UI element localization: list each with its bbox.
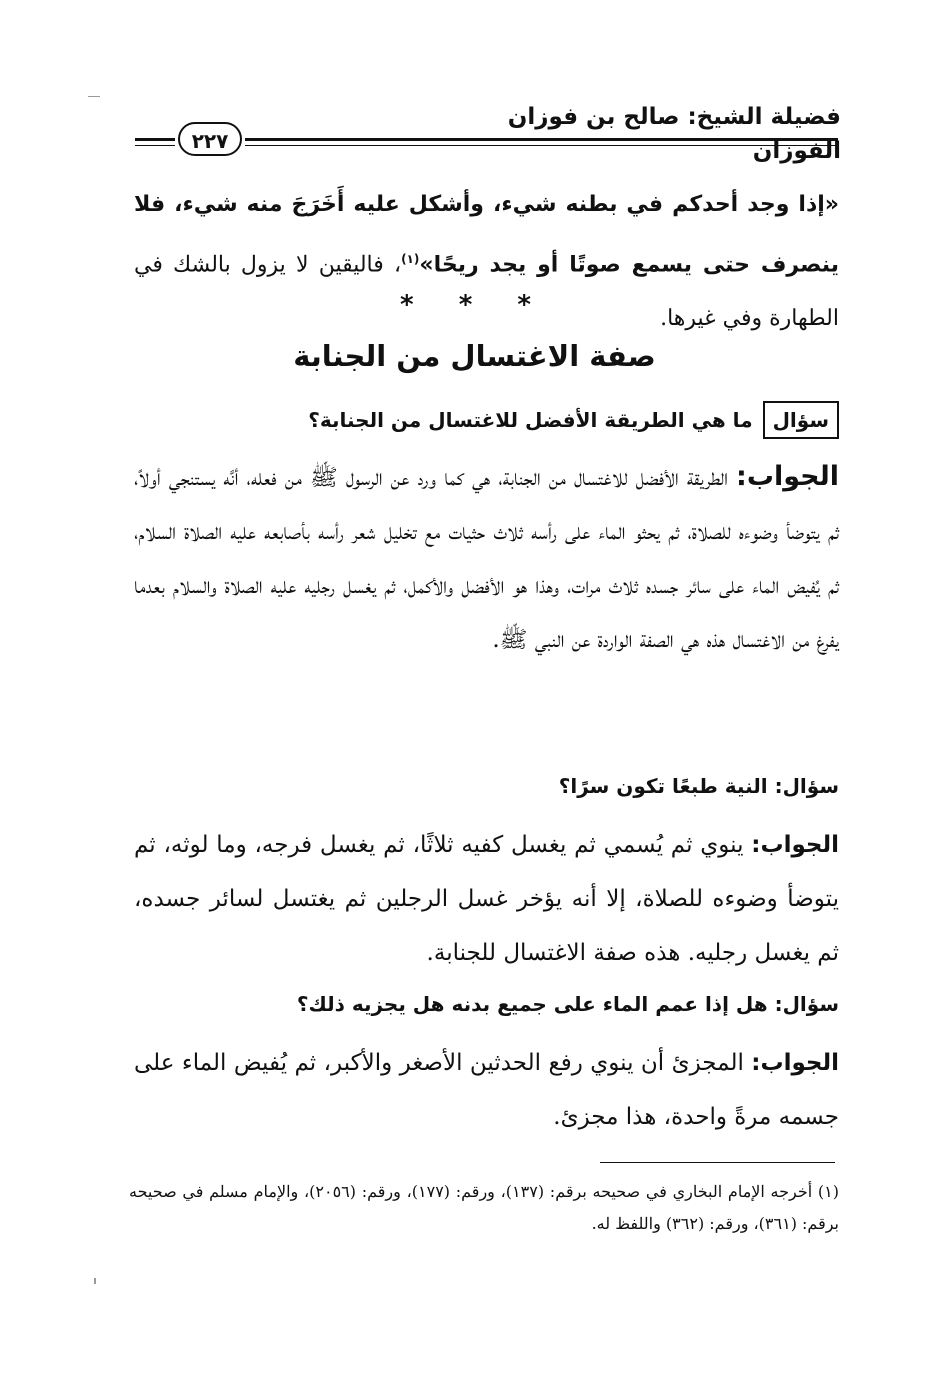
header-rule xyxy=(245,138,838,146)
question-3: سؤال: هل إذا عمم الماء على جميع بدنه هل يجزيه ذلك؟ xyxy=(296,992,839,1016)
answer-label: الجواب: xyxy=(736,461,839,492)
page-number: ٢٢٧ xyxy=(178,122,242,156)
answer-label: الجواب: xyxy=(751,1050,839,1076)
question-2: سؤال: النية طبعًا تكون سرًا؟ xyxy=(558,774,839,798)
footnote: (١) أخرجه الإمام البخاري في صحيحه برقم: (١٣٧)، ورقم: (١٧٧)، ورقم: (٢٠٥٦)، والإمام مسلم في صحيحه برقم: (٣٦١)، ورقم: (٣٦٢) واللفظ له. xyxy=(129,1182,839,1233)
question-1 xyxy=(134,398,839,442)
intro-paragraph xyxy=(134,178,839,346)
question-1-text: ما هي الطريقة الأفضل للاغتسال من الجنابة؟ xyxy=(308,408,753,432)
running-header-title: فضيلة الشيخ: صالح بن فوزان الفوزان xyxy=(507,104,841,164)
footnote-reference: (١) xyxy=(401,252,420,266)
answer-3 xyxy=(134,1036,839,1144)
margin-mark xyxy=(88,96,100,97)
section-title: صفة الاغتسال من الجنابة xyxy=(293,339,656,373)
answer-2 xyxy=(134,818,839,980)
footnote-rule xyxy=(600,1162,835,1163)
answer-3-text: المجزئ أن ينوي رفع الحدثين الأصغر والأكبر، ثم يُفيض الماء على جسمه مرةً واحدة، هذا مجزئ. xyxy=(134,1050,839,1130)
hadith-quote: «إذا وجد أحدكم في بطنه شيء، وأشكل عليه أَخَرَجَ منه شيء، فلا ينصرف حتى يسمع صوتًا أو يجد ريحًا» xyxy=(134,192,839,278)
header-rule-left xyxy=(135,138,175,146)
question-label-box: سؤال xyxy=(763,401,839,439)
intro-continuation: ، فاليقين لا يزول بالشك في الطهارة وفي غيرها. xyxy=(134,252,839,332)
answer-2-text: ينوي ثم يُسمي ثم يغسل كفيه ثلاثًا، ثم يغسل فرجه، وما لوثه، ثم يتوضأ وضوءه للصلاة، إلا أنه يؤخر غسل الرجلين ثم يغتسل لسائر جسده، ثم يغسل رجليه. هذه صفة الاغتسال للجنابة. xyxy=(134,832,839,966)
answer-1 xyxy=(134,450,839,667)
answer-1-text: الطريقة الأفضل للاغتسال من الجنابة، هي كما ورد عن الرسول ﷺ من فعله، أنَّه يستنجي أولاً، ثم يتوضأ وضوءه للصلاة، ثم يحثو الماء على رأسه ثلاث حثيات مع تخليل شعر رأسه بأصابعه عليه الصلاة السلام، ثم يُفيض الماء على سائر جسده ثلاث مرات، وهذا هو الأفضل والأكمل، ثم يغسل رجليه عليه الصلاة والسلام بعدما يفرغ من الاغتسال هذه هي الصفة الواردة عن النبي ﷺ. xyxy=(134,465,839,653)
margin-mark xyxy=(94,1278,96,1284)
section-separator: * * * xyxy=(400,290,549,320)
answer-label: الجواب: xyxy=(751,832,840,858)
